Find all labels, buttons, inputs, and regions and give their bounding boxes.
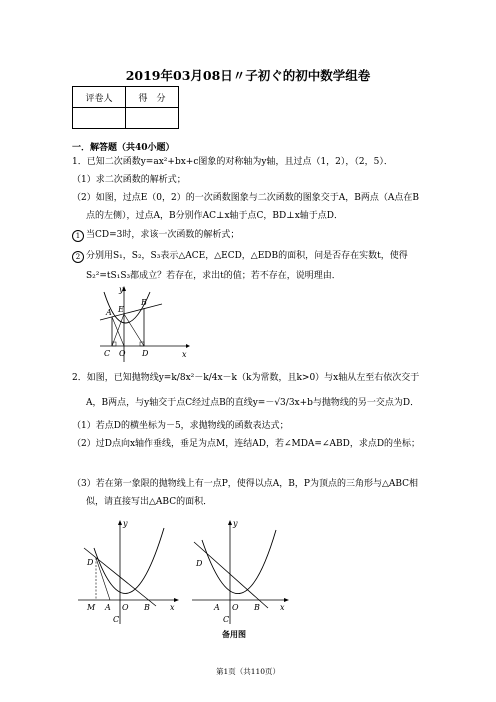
label-A: A [214,603,220,612]
q1-part2-line2: 点的左侧），过点A，B分别作AC⊥x轴于点C，BD⊥x轴于点D． [86,211,344,221]
q2-part3-line2: 似，请直接写出△ABC的面积． [86,497,213,507]
y-axis-arrow [228,520,232,525]
score-table-header-score: 得 分 [126,87,179,108]
q2-part3-line1: （3）若在第一象限的抛物线上有一点P，使得以点A，B，P为顶点的三角形与△ABC相 [72,479,419,489]
x-axis-arrow [174,598,179,602]
label-B: B [144,603,150,612]
x-axis-arrow [284,598,289,602]
q2-stem-line2: A，B两点，与y轴交于点C经过点B的直线y=－√3/3x+b与抛物线的另一交点为D． [86,398,420,408]
spare-figure-caption: 备用图 [222,629,246,639]
q1-stem: 1．已知二次函数y=ax²+bx+c图象的对称轴为y轴，且过点（1，2），（2，5）． [72,157,393,167]
label-M: M [87,603,96,612]
page-footer: 第1页（共110页） [215,667,281,676]
q2-figure-spare [190,518,294,626]
y-axis-arrow [118,520,122,525]
label-x: x [280,603,285,612]
label-A: A [106,308,112,317]
line-BD [194,542,268,608]
label-C: C [104,349,111,358]
label-B: B [254,603,260,612]
q1-sub2-line2: S₂²=tS₁S₃都成立？若存在，求出t的值；若不存在，说明理由． [86,271,341,281]
q2-part1: （1）若点D的横坐标为－5，求抛物线的函数表达式； [72,421,289,431]
label-O: O [119,349,126,358]
label-E: E [118,305,124,314]
label-A: A [105,603,111,612]
label-B: B [141,298,147,307]
label-y: y [233,519,238,528]
score-table-header-grader: 评卷人 [73,87,126,108]
label-O: O [122,603,129,612]
page-title: 2019年03月08日〃子初ぐ的初中数学组卷 [125,68,371,83]
label-x: x [182,350,187,359]
circled-number-1: 1 [72,230,84,242]
q1-sub1 [72,229,239,242]
section-heading: 一．解答题（共40小题） [72,143,175,153]
q2-figure-main [76,518,184,626]
label-D: D [87,558,94,567]
q1-sub1-text: 当CD=3时，求该一次函数的解析式； [86,230,240,240]
score-table [72,86,179,129]
q1-sub2-line1 [72,250,408,263]
label-C: C [223,615,230,624]
parabola [202,530,276,594]
score-table-cell-grader[interactable] [73,108,126,129]
q1-figure [98,284,194,366]
q1-part2-line1: （2）如图，过点E（0，2）的一次函数图象与二次函数的图象交于A，B两点（A点在B [72,193,419,203]
label-y: y [119,285,124,294]
score-table-cell-score[interactable] [126,108,179,129]
label-C: C [113,615,120,624]
x-axis-arrow [186,344,190,348]
q1-sub2-text: 分别用S₁，S₂，S₃表示△ACE，△ECD，△EDB的面积，问是否存在实数t，使得 [86,251,408,261]
q1-part1: （1）求二次函数的解析式； [72,175,186,185]
circled-number-2: 2 [72,251,84,263]
q2-part2: （2）过D点向x轴作垂线，垂足为点M，连结AD，若∠MDA=∠ABD，求点D的坐标； [72,439,421,449]
label-y: y [123,519,128,528]
label-D: D [196,559,203,568]
label-D: D [142,349,149,358]
label-O: O [232,603,239,612]
label-x: x [170,603,175,612]
q2-stem-line1: 2．如图，已知抛物线y=k/8x²－k/4x－k（k为常数，且k>0）与x轴从左至右依次交于 [72,373,420,383]
